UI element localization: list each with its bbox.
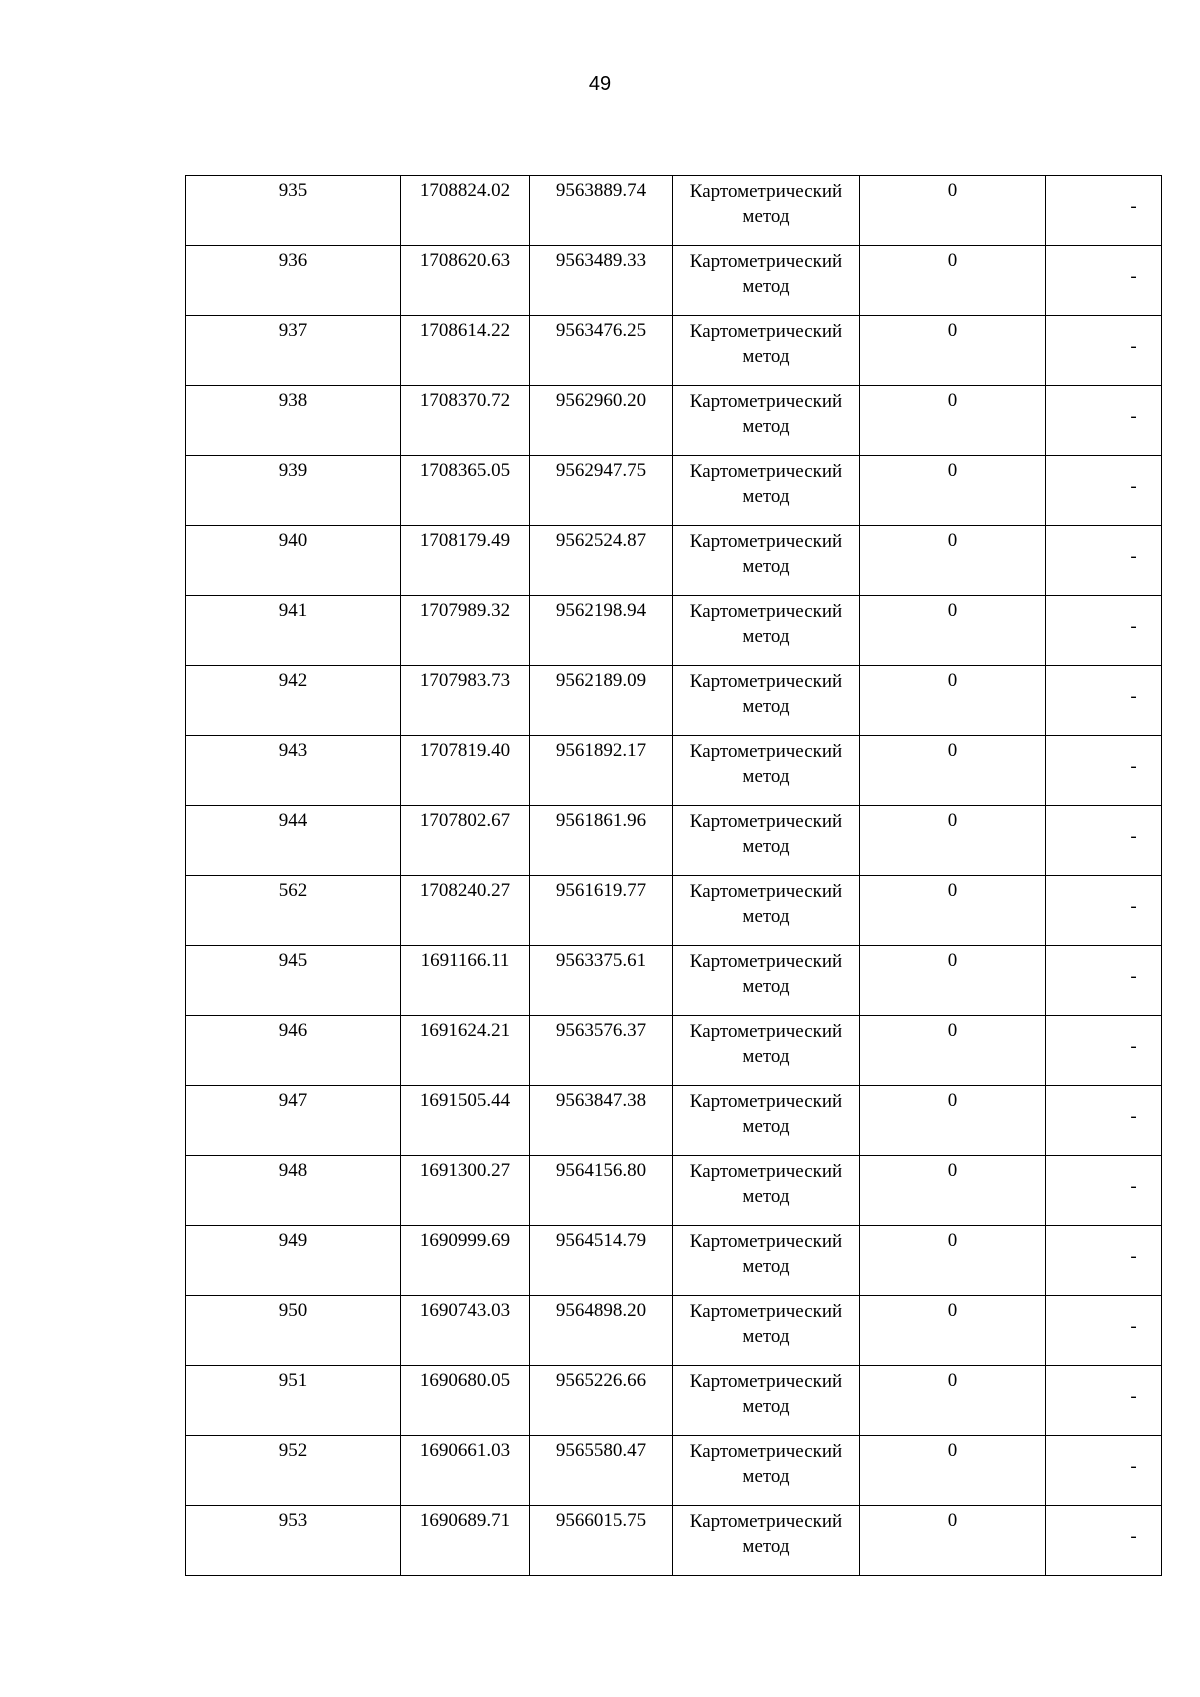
error-cell xyxy=(860,316,1046,386)
method-line-2: метод xyxy=(742,1256,790,1277)
error-text: 0 xyxy=(947,180,958,201)
method-line-1: Картометрический xyxy=(689,251,843,272)
point-number-cell xyxy=(186,596,401,666)
method-cell xyxy=(673,1436,860,1506)
table-row xyxy=(186,946,1162,1016)
error-cell xyxy=(860,1366,1046,1436)
note-text: - xyxy=(1130,1386,1137,1407)
point-number-cell xyxy=(186,876,401,946)
note-cell xyxy=(1046,456,1162,526)
method-cell xyxy=(673,1366,860,1436)
method-cell xyxy=(673,456,860,526)
point-number-text: 941 xyxy=(278,600,308,621)
point-number-cell xyxy=(186,946,401,1016)
point-number-cell xyxy=(186,1506,401,1576)
method-line-1: Картометрический xyxy=(689,951,843,972)
method-line-2: метод xyxy=(742,486,790,507)
y-coordinate-text: 9563476.25 xyxy=(555,320,647,341)
method-line-1: Картометрический xyxy=(689,461,843,482)
y-coordinate-text: 9562524.87 xyxy=(555,530,647,551)
error-text: 0 xyxy=(947,460,958,481)
note-cell xyxy=(1046,246,1162,316)
y-coordinate-text: 9561892.17 xyxy=(555,740,647,761)
x-coordinate-text: 1690999.69 xyxy=(419,1230,511,1251)
method-line-2: метод xyxy=(742,346,790,367)
method-cell xyxy=(673,176,860,246)
point-number-text: 943 xyxy=(278,740,308,761)
method-line-1: Картометрический xyxy=(689,1511,843,1532)
x-coordinate-text: 1708620.63 xyxy=(419,250,511,271)
point-number-cell xyxy=(186,1436,401,1506)
method-line-2: метод xyxy=(742,626,790,647)
method-cell xyxy=(673,526,860,596)
note-cell xyxy=(1046,946,1162,1016)
y-coordinate-text: 9563489.33 xyxy=(555,250,647,271)
method-line-2: метод xyxy=(742,1116,790,1137)
error-text: 0 xyxy=(947,600,958,621)
error-cell xyxy=(860,1296,1046,1366)
note-text: - xyxy=(1130,336,1137,357)
method-line-1: Картометрический xyxy=(689,181,843,202)
x-coordinate-cell xyxy=(401,456,530,526)
point-number-text: 953 xyxy=(278,1510,308,1531)
method-line-1: Картометрический xyxy=(689,1301,843,1322)
note-text: - xyxy=(1130,1176,1137,1197)
y-coordinate-text: 9565580.47 xyxy=(555,1440,647,1461)
x-coordinate-text: 1708614.22 xyxy=(419,320,511,341)
point-number-text: 940 xyxy=(278,530,308,551)
y-coordinate-cell xyxy=(530,386,673,456)
y-coordinate-cell xyxy=(530,1156,673,1226)
table-row xyxy=(186,386,1162,456)
point-number-cell xyxy=(186,176,401,246)
method-line-1: Картометрический xyxy=(689,321,843,342)
table-body xyxy=(186,176,1162,1576)
method-line-2: метод xyxy=(742,1046,790,1067)
y-coordinate-text: 9563576.37 xyxy=(555,1020,647,1041)
table-row xyxy=(186,736,1162,806)
note-cell xyxy=(1046,316,1162,386)
x-coordinate-cell xyxy=(401,946,530,1016)
method-line-1: Картометрический xyxy=(689,601,843,622)
note-cell xyxy=(1046,736,1162,806)
y-coordinate-cell xyxy=(530,176,673,246)
y-coordinate-cell xyxy=(530,876,673,946)
error-cell xyxy=(860,1086,1046,1156)
method-line-1: Картометрический xyxy=(689,1091,843,1112)
note-text: - xyxy=(1130,686,1137,707)
x-coordinate-cell xyxy=(401,386,530,456)
method-line-1: Картометрический xyxy=(689,1021,843,1042)
method-cell xyxy=(673,1016,860,1086)
error-cell xyxy=(860,946,1046,1016)
note-text: - xyxy=(1130,196,1137,217)
page-number: 49 xyxy=(588,73,612,95)
method-cell xyxy=(673,1156,860,1226)
note-text: - xyxy=(1130,1316,1137,1337)
x-coordinate-cell xyxy=(401,526,530,596)
method-line-2: метод xyxy=(742,976,790,997)
method-cell xyxy=(673,1296,860,1366)
coordinates-table xyxy=(185,175,1162,1576)
note-text: - xyxy=(1130,616,1137,637)
x-coordinate-text: 1691505.44 xyxy=(419,1090,511,1111)
x-coordinate-cell xyxy=(401,176,530,246)
table-row xyxy=(186,1506,1162,1576)
x-coordinate-text: 1690661.03 xyxy=(419,1440,511,1461)
x-coordinate-text: 1708179.49 xyxy=(419,530,511,551)
y-coordinate-cell xyxy=(530,1296,673,1366)
x-coordinate-text: 1708824.02 xyxy=(419,180,511,201)
error-text: 0 xyxy=(947,1090,958,1111)
method-line-2: метод xyxy=(742,836,790,857)
error-cell xyxy=(860,526,1046,596)
method-cell xyxy=(673,386,860,456)
x-coordinate-text: 1691624.21 xyxy=(419,1020,511,1041)
y-coordinate-text: 9563847.38 xyxy=(555,1090,647,1111)
x-coordinate-text: 1691166.11 xyxy=(420,950,510,971)
method-cell xyxy=(673,246,860,316)
error-text: 0 xyxy=(947,1440,958,1461)
error-text: 0 xyxy=(947,1160,958,1181)
x-coordinate-cell xyxy=(401,1226,530,1296)
x-coordinate-text: 1707819.40 xyxy=(419,740,511,761)
y-coordinate-text: 9565226.66 xyxy=(555,1370,647,1391)
point-number-text: 935 xyxy=(278,180,308,201)
table-row xyxy=(186,456,1162,526)
error-cell xyxy=(860,1506,1046,1576)
y-coordinate-cell xyxy=(530,316,673,386)
table-row xyxy=(186,316,1162,386)
y-coordinate-text: 9563889.74 xyxy=(555,180,647,201)
error-cell xyxy=(860,246,1046,316)
error-cell xyxy=(860,806,1046,876)
point-number-text: 944 xyxy=(278,810,308,831)
table-row xyxy=(186,596,1162,666)
note-text: - xyxy=(1130,1456,1137,1477)
point-number-cell xyxy=(186,1016,401,1086)
error-text: 0 xyxy=(947,880,958,901)
note-cell xyxy=(1046,1226,1162,1296)
x-coordinate-cell xyxy=(401,666,530,736)
error-text: 0 xyxy=(947,1020,958,1041)
x-coordinate-text: 1691300.27 xyxy=(419,1160,511,1181)
point-number-cell xyxy=(186,246,401,316)
x-coordinate-text: 1690689.71 xyxy=(419,1510,511,1531)
note-text: - xyxy=(1130,1246,1137,1267)
method-line-2: метод xyxy=(742,1186,790,1207)
error-text: 0 xyxy=(947,320,958,341)
y-coordinate-cell xyxy=(530,1506,673,1576)
y-coordinate-cell xyxy=(530,666,673,736)
point-number-text: 945 xyxy=(278,950,308,971)
point-number-text: 946 xyxy=(278,1020,308,1041)
method-line-2: метод xyxy=(742,556,790,577)
method-line-2: метод xyxy=(742,276,790,297)
method-cell xyxy=(673,316,860,386)
table-row xyxy=(186,806,1162,876)
error-cell xyxy=(860,456,1046,526)
note-cell xyxy=(1046,1436,1162,1506)
method-cell xyxy=(673,1226,860,1296)
y-coordinate-cell xyxy=(530,456,673,526)
y-coordinate-cell xyxy=(530,1366,673,1436)
point-number-text: 938 xyxy=(278,390,308,411)
method-line-1: Картометрический xyxy=(689,1371,843,1392)
x-coordinate-text: 1707802.67 xyxy=(419,810,511,831)
method-cell xyxy=(673,806,860,876)
x-coordinate-text: 1708240.27 xyxy=(419,880,511,901)
x-coordinate-cell xyxy=(401,246,530,316)
note-cell xyxy=(1046,1016,1162,1086)
method-cell xyxy=(673,596,860,666)
x-coordinate-cell xyxy=(401,1296,530,1366)
point-number-text: 948 xyxy=(278,1160,308,1181)
x-coordinate-text: 1708365.05 xyxy=(419,460,511,481)
point-number-cell xyxy=(186,666,401,736)
method-cell xyxy=(673,1506,860,1576)
error-cell xyxy=(860,1226,1046,1296)
note-text: - xyxy=(1130,546,1137,567)
error-text: 0 xyxy=(947,250,958,271)
note-cell xyxy=(1046,1366,1162,1436)
error-cell xyxy=(860,386,1046,456)
point-number-cell xyxy=(186,1086,401,1156)
point-number-text: 562 xyxy=(278,880,308,901)
y-coordinate-text: 9562960.20 xyxy=(555,390,647,411)
note-cell xyxy=(1046,1086,1162,1156)
table-row xyxy=(186,1296,1162,1366)
y-coordinate-text: 9562189.09 xyxy=(555,670,647,691)
x-coordinate-cell xyxy=(401,1086,530,1156)
table-row xyxy=(186,246,1162,316)
point-number-text: 952 xyxy=(278,1440,308,1461)
x-coordinate-text: 1690743.03 xyxy=(419,1300,511,1321)
method-line-1: Картометрический xyxy=(689,811,843,832)
error-text: 0 xyxy=(947,1230,958,1251)
x-coordinate-cell xyxy=(401,1506,530,1576)
method-line-1: Картометрический xyxy=(689,531,843,552)
point-number-text: 942 xyxy=(278,670,308,691)
method-line-1: Картометрический xyxy=(689,741,843,762)
note-cell xyxy=(1046,596,1162,666)
point-number-cell xyxy=(186,456,401,526)
note-text: - xyxy=(1130,756,1137,777)
error-cell xyxy=(860,1016,1046,1086)
error-cell xyxy=(860,1436,1046,1506)
method-cell xyxy=(673,876,860,946)
point-number-cell xyxy=(186,526,401,596)
x-coordinate-cell xyxy=(401,876,530,946)
note-cell xyxy=(1046,666,1162,736)
table-row xyxy=(186,176,1162,246)
method-line-1: Картометрический xyxy=(689,1441,843,1462)
error-text: 0 xyxy=(947,810,958,831)
point-number-text: 939 xyxy=(278,460,308,481)
error-text: 0 xyxy=(947,1300,958,1321)
point-number-text: 950 xyxy=(278,1300,308,1321)
error-text: 0 xyxy=(947,530,958,551)
method-line-1: Картометрический xyxy=(689,1161,843,1182)
note-cell xyxy=(1046,1156,1162,1226)
method-line-1: Картометрический xyxy=(689,1231,843,1252)
error-cell xyxy=(860,736,1046,806)
error-cell xyxy=(860,1156,1046,1226)
point-number-text: 947 xyxy=(278,1090,308,1111)
y-coordinate-cell xyxy=(530,946,673,1016)
method-line-2: метод xyxy=(742,1326,790,1347)
table-row xyxy=(186,526,1162,596)
note-cell xyxy=(1046,386,1162,456)
y-coordinate-text: 9562198.94 xyxy=(555,600,647,621)
x-coordinate-text: 1690680.05 xyxy=(419,1370,511,1391)
note-text: - xyxy=(1130,896,1137,917)
point-number-cell xyxy=(186,316,401,386)
x-coordinate-cell xyxy=(401,1366,530,1436)
error-text: 0 xyxy=(947,390,958,411)
y-coordinate-cell xyxy=(530,526,673,596)
method-line-2: метод xyxy=(742,1536,790,1557)
table-row xyxy=(186,1086,1162,1156)
point-number-cell xyxy=(186,1156,401,1226)
method-cell xyxy=(673,736,860,806)
point-number-text: 951 xyxy=(278,1370,308,1391)
note-text: - xyxy=(1130,966,1137,987)
point-number-cell xyxy=(186,806,401,876)
method-line-2: метод xyxy=(742,1466,790,1487)
note-text: - xyxy=(1130,266,1137,287)
x-coordinate-text: 1708370.72 xyxy=(419,390,511,411)
x-coordinate-cell xyxy=(401,596,530,666)
error-cell xyxy=(860,666,1046,736)
y-coordinate-text: 9564898.20 xyxy=(555,1300,647,1321)
y-coordinate-text: 9561619.77 xyxy=(555,880,647,901)
method-line-2: метод xyxy=(742,906,790,927)
note-cell xyxy=(1046,1296,1162,1366)
y-coordinate-text: 9562947.75 xyxy=(555,460,647,481)
method-line-2: метод xyxy=(742,416,790,437)
note-cell xyxy=(1046,806,1162,876)
method-line-2: метод xyxy=(742,766,790,787)
y-coordinate-text: 9566015.75 xyxy=(555,1510,647,1531)
table-row xyxy=(186,1366,1162,1436)
point-number-text: 936 xyxy=(278,250,308,271)
error-cell xyxy=(860,596,1046,666)
point-number-text: 937 xyxy=(278,320,308,341)
point-number-cell xyxy=(186,386,401,456)
table-row xyxy=(186,876,1162,946)
y-coordinate-cell xyxy=(530,1016,673,1086)
error-cell xyxy=(860,176,1046,246)
note-cell xyxy=(1046,1506,1162,1576)
point-number-cell xyxy=(186,1226,401,1296)
error-text: 0 xyxy=(947,1510,958,1531)
method-line-2: метод xyxy=(742,206,790,227)
error-text: 0 xyxy=(947,740,958,761)
table-row xyxy=(186,1436,1162,1506)
y-coordinate-cell xyxy=(530,596,673,666)
note-cell xyxy=(1046,526,1162,596)
y-coordinate-text: 9561861.96 xyxy=(555,810,647,831)
point-number-cell xyxy=(186,736,401,806)
point-number-text: 949 xyxy=(278,1230,308,1251)
y-coordinate-text: 9564514.79 xyxy=(555,1230,647,1251)
method-cell xyxy=(673,666,860,736)
table-row xyxy=(186,1156,1162,1226)
x-coordinate-text: 1707989.32 xyxy=(419,600,511,621)
y-coordinate-cell xyxy=(530,1226,673,1296)
x-coordinate-cell xyxy=(401,1016,530,1086)
error-text: 0 xyxy=(947,950,958,971)
y-coordinate-cell xyxy=(530,806,673,876)
note-text: - xyxy=(1130,1106,1137,1127)
method-line-2: метод xyxy=(742,1396,790,1417)
x-coordinate-cell xyxy=(401,316,530,386)
method-cell xyxy=(673,946,860,1016)
point-number-cell xyxy=(186,1366,401,1436)
note-text: - xyxy=(1130,826,1137,847)
note-text: - xyxy=(1130,476,1137,497)
y-coordinate-cell xyxy=(530,246,673,316)
note-text: - xyxy=(1130,1036,1137,1057)
x-coordinate-cell xyxy=(401,806,530,876)
note-cell xyxy=(1046,876,1162,946)
table-row xyxy=(186,1226,1162,1296)
note-text: - xyxy=(1130,406,1137,427)
method-line-1: Картометрический xyxy=(689,671,843,692)
y-coordinate-cell xyxy=(530,736,673,806)
x-coordinate-text: 1707983.73 xyxy=(419,670,511,691)
error-text: 0 xyxy=(947,1370,958,1391)
note-text: - xyxy=(1130,1526,1137,1547)
y-coordinate-text: 9563375.61 xyxy=(555,950,647,971)
y-coordinate-cell xyxy=(530,1436,673,1506)
table-row xyxy=(186,666,1162,736)
x-coordinate-cell xyxy=(401,1156,530,1226)
error-text: 0 xyxy=(947,670,958,691)
x-coordinate-cell xyxy=(401,1436,530,1506)
error-cell xyxy=(860,876,1046,946)
point-number-cell xyxy=(186,1296,401,1366)
method-line-1: Картометрический xyxy=(689,391,843,412)
note-cell xyxy=(1046,176,1162,246)
y-coordinate-cell xyxy=(530,1086,673,1156)
y-coordinate-text: 9564156.80 xyxy=(555,1160,647,1181)
method-cell xyxy=(673,1086,860,1156)
method-line-2: метод xyxy=(742,696,790,717)
x-coordinate-cell xyxy=(401,736,530,806)
method-line-1: Картометрический xyxy=(689,881,843,902)
table-row xyxy=(186,1016,1162,1086)
